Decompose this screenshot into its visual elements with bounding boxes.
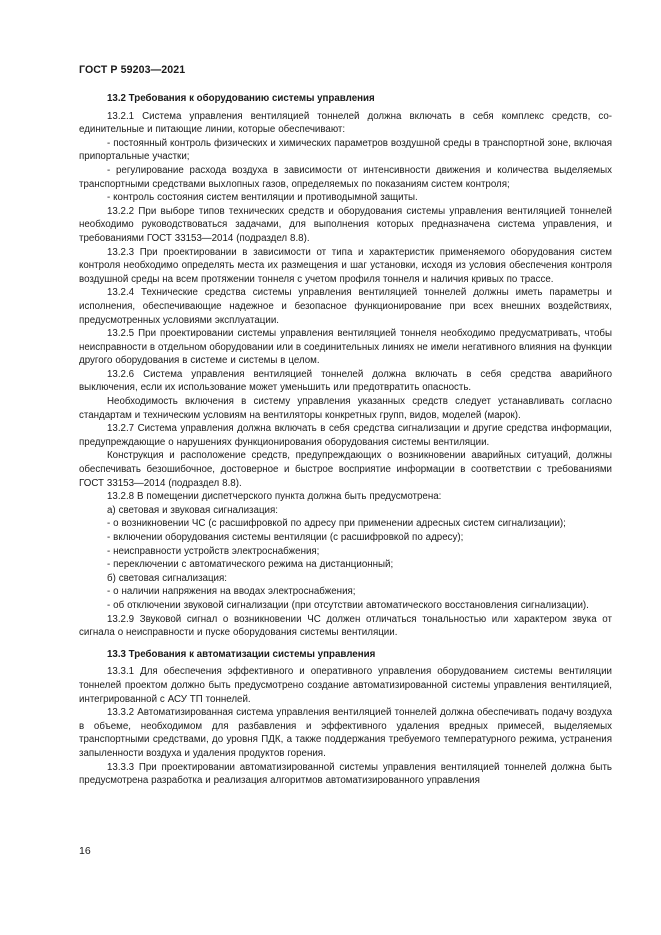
document-code-header: ГОСТ Р 59203—2021	[79, 64, 186, 76]
paragraph: 13.2.4 Технические средства системы управления вентиляцией тоннелей должны иметь параметры и исполнения, обеспечивающие надежное и безопасное функционирование при всех внешних воздействиях, предусмотренных условиями эксплуатации.	[79, 287, 612, 326]
paragraph: 13.3.2 Автоматизированная система управления вентиляцией тоннелей должна обеспечивать подачу воздуха в объеме, необходимом для разбавления и эффективного удаления вредных примесей, выделяемых транспортными средствами, до уровня ПДК, а также поддержания требуемого температурного режима, устранения запыленности воздуха и удаления продуктов горения.	[79, 707, 612, 759]
section-heading-13-2: 13.2 Требования к оборудованию системы управления	[107, 93, 375, 104]
list-item: - постоянный контроль физических и химических параметров воздушной среды в транспортной зоне, включая припортальные участки;	[79, 137, 612, 163]
paragraph: Конструкция и расположение средств, предупреждающих о возникновении аварийных ситуаций, должны обеспечивать безошибочное, достоверное и быстрое восприятие информации в соответствии с требованиями ГОСТ 33153—2014 (подраздел 8.8).	[79, 450, 612, 489]
paragraph: 13.2.1 Система управления вентиляцией тоннелей должна включать в себя комплекс средств, соединительные и питающие линии, которые обеспечивают:	[79, 110, 612, 136]
list-item: - о наличии напряжения на вводах электроснабжения;	[107, 586, 356, 598]
section-heading-13-3: 13.3 Требования к автоматизации системы управления	[107, 648, 376, 660]
list-item: - переключении с автоматического режима на дистанционный;	[107, 559, 394, 571]
paragraph: 13.2.7 Система управления должна включать в себя средства сигнализации и другие средства информации, предупреждающие о нарушениях функционирования оборудования системы вентиляции.	[79, 423, 612, 448]
paragraph: 13.2.9 Звуковой сигнал о возникновении ЧС должен отличаться тональностью или характером звука от сигнала о неисправности и пуске оборудования системы вентиляции.	[79, 613, 612, 639]
paragraph: Необходимость включения в систему управления указанных средств следует устанавливать согласно стандартам и техническим условиям на вентиляторы конкретных групп, видов, моделей (марок).	[79, 396, 612, 421]
paragraph: 13.2.5 При проектировании системы управления вентиляцией тоннеля необходимо предусматривать, чтобы неисправности в отдельном оборудовании или в соединительных линиях не имели негативного влияния на функции другого оборудования в системе и системы в целом.	[79, 328, 612, 367]
paragraph: 13.2.8 В помещении диспетчерского пункта должна быть предусмотрена:	[107, 491, 442, 503]
list-item: а) световая и звуковая сигнализация:	[107, 504, 278, 516]
paragraph: 13.3.3 При проектировании автоматизированной системы управления вентиляцией тоннелей должна быть предусмотрена разработка и реализация алгоритмов автоматизированного управления	[79, 761, 612, 787]
list-item: - об отключении звуковой сигнализации (при отсутствии автоматического восстановления сигнализации).	[107, 599, 589, 611]
list-item: - о возникновении ЧС (с расшифровкой по адресу при применении адресных систем сигнализации);	[107, 518, 566, 530]
paragraph: 13.2.3 При проектировании в зависимости от типа и характеристик применяемого оборудования систем контроля необходимо определять места их размещения и шаг установки, исходя из условия обеспечения контроля воздушной среды на всем протяжении тоннеля с учетом профиля тоннеля и наличия кривых по трассе.	[79, 246, 612, 285]
page-content	[79, 92, 612, 788]
list-item: - контроль состояния систем вентиляции и противодымной защиты.	[107, 192, 418, 204]
list-item: б) световая сигнализация:	[107, 572, 227, 584]
list-item: - включении оборудования системы вентиляции (с расшифровкой по адресу);	[107, 532, 464, 543]
paragraph: 13.3.1 Для обеспечения эффективного и оперативного управления оборудованием системы вентиляции тоннелей проектом должно быть предусмотрено создание автоматизированной системы управления вентиляцией, интегрированной с АСУ ТП тоннелей.	[79, 666, 612, 705]
page-number: 16	[79, 845, 91, 857]
list-item: - регулирование расхода воздуха в зависимости от интенсивности движения и количества выделяемых транспортными средствами выхлопных газов, определяемых по показаниям систем контроля;	[79, 164, 612, 190]
paragraph: 13.2.6 Система управления вентиляцией тоннелей должна включать в себя средства аварийного выключения, если их использование может уменьшить или предотвратить опасность.	[79, 368, 612, 394]
list-item: - неисправности устройств электроснабжения;	[107, 545, 320, 557]
paragraph: 13.2.2 При выборе типов технических средств и оборудования системы управления вентиляцией тоннелей необходимо руководствоваться задачами, для выполнения которых предназначена система управления, и требованиями ГОСТ 33153—2014 (подраздел 8.8).	[79, 205, 612, 244]
